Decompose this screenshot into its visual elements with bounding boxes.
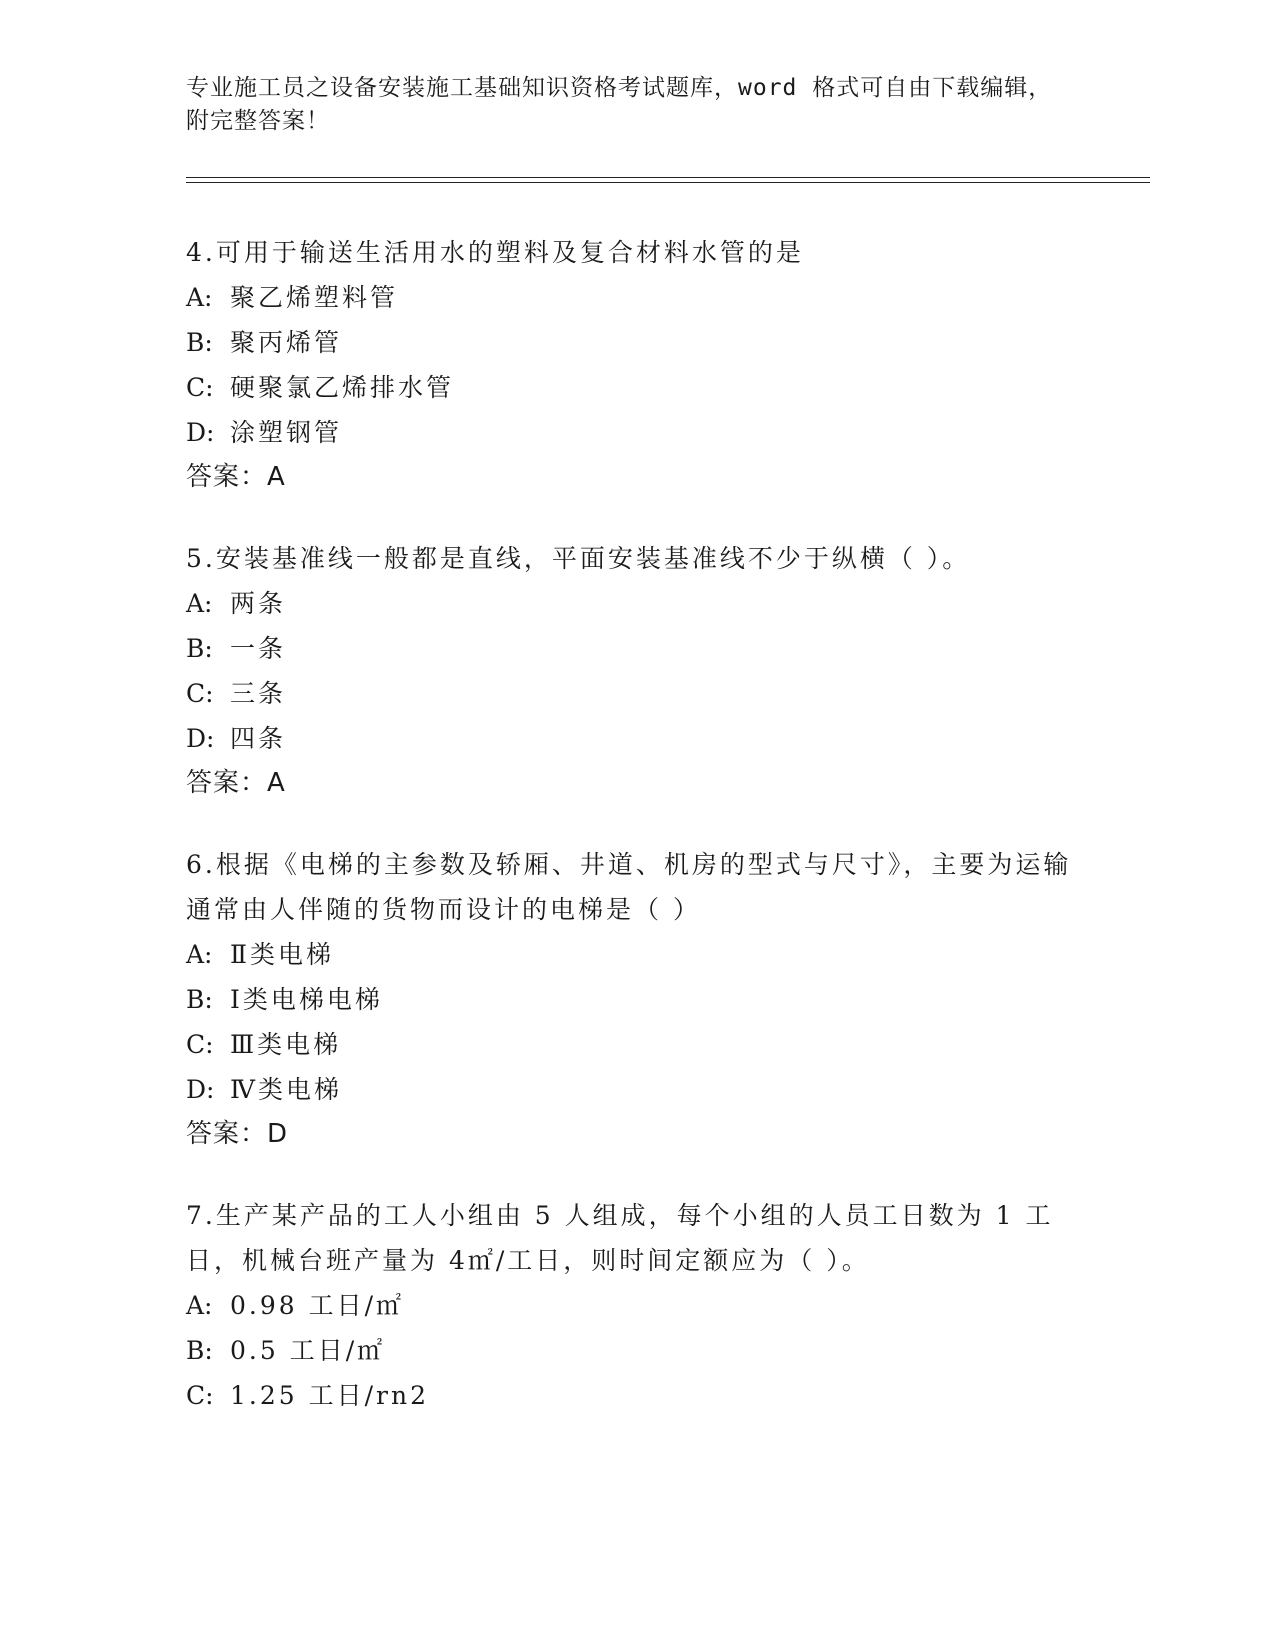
option-d (186, 410, 1086, 455)
option-b (186, 977, 1086, 1022)
option-text: 两条 (230, 589, 287, 618)
header-line-1: 专业施工员之设备安装施工基础知识资格考试题库，word 格式可自由下载编辑， (186, 75, 1053, 101)
option-letter: B: (186, 634, 213, 663)
question-stem: 5.安装基准线一般都是直线，平面安装基准线不少于纵横（ ）。 (186, 544, 971, 573)
option-letter: B: (186, 1336, 213, 1365)
option-text: 聚丙烯管 (230, 328, 343, 357)
option-letter: A: (186, 1291, 213, 1320)
option-b (186, 626, 1086, 671)
option-a (186, 275, 1086, 320)
option-a (186, 581, 1086, 626)
option-b (186, 320, 1086, 365)
option-text: Ⅰ类电梯电梯 (230, 985, 383, 1014)
question-stem: 6.根据《电梯的主参数及轿厢、井道、机房的型式与尺寸》，主要为运输通常由人伴随的货物而设计的电梯是（ ） (186, 850, 1072, 924)
option-a (186, 932, 1086, 977)
option-text: 一条 (230, 634, 287, 663)
option-d (186, 1067, 1086, 1112)
option-text: 涂塑钢管 (230, 418, 343, 447)
option-text: 四条 (230, 724, 287, 753)
header-rule-bottom (186, 182, 1150, 183)
option-text: 硬聚氯乙烯排水管 (230, 373, 455, 402)
header-rule-top (186, 177, 1150, 178)
option-letter: A: (186, 940, 213, 969)
question-5 (186, 536, 1086, 806)
option-a (186, 1283, 1086, 1328)
option-d (186, 716, 1086, 761)
option-letter: C: (186, 679, 214, 708)
option-text: 1.25 工日/rn2 (230, 1381, 429, 1410)
option-text: Ⅳ类电梯 (230, 1075, 342, 1104)
option-letter: B: (186, 985, 213, 1014)
option-letter: B: (186, 328, 213, 357)
option-text: 三条 (230, 679, 287, 708)
document-header (186, 72, 1146, 138)
option-c (186, 365, 1086, 410)
option-letter: D: (186, 724, 215, 753)
option-text: Ⅱ类电梯 (230, 940, 334, 969)
option-letter: D: (186, 418, 215, 447)
option-text: 聚乙烯塑料管 (230, 283, 399, 312)
header-line-2: 附完整答案！ (186, 108, 330, 134)
option-c (186, 1022, 1086, 1067)
option-b (186, 1328, 1086, 1373)
option-letter: C: (186, 1381, 214, 1410)
option-letter: C: (186, 1030, 214, 1059)
option-c (186, 671, 1086, 716)
option-letter: A: (186, 589, 213, 618)
option-letter: A: (186, 283, 213, 312)
question-list (186, 230, 1086, 1454)
option-text: 0.98 工日/㎡ (230, 1291, 405, 1320)
option-c (186, 1373, 1086, 1418)
question-4 (186, 230, 1086, 500)
option-text: Ⅲ类电梯 (230, 1030, 342, 1059)
option-text: 0.5 工日/㎡ (230, 1336, 386, 1365)
option-letter: C: (186, 373, 214, 402)
answer-label: 答案：A (186, 768, 286, 798)
question-stem: 7.生产某产品的工人小组由 5 人组成，每个小组的人员工日数为 1 工日，机械台班产量为 4㎡/工日，则时间定额应为（ ）。 (186, 1201, 1054, 1275)
question-6 (186, 842, 1086, 1157)
answer-label: 答案：A (186, 462, 286, 492)
answer-label: 答案：D (186, 1119, 289, 1149)
question-stem: 4.可用于输送生活用水的塑料及复合材料水管的是 (186, 238, 804, 267)
option-letter: D: (186, 1075, 215, 1104)
question-7 (186, 1193, 1086, 1418)
